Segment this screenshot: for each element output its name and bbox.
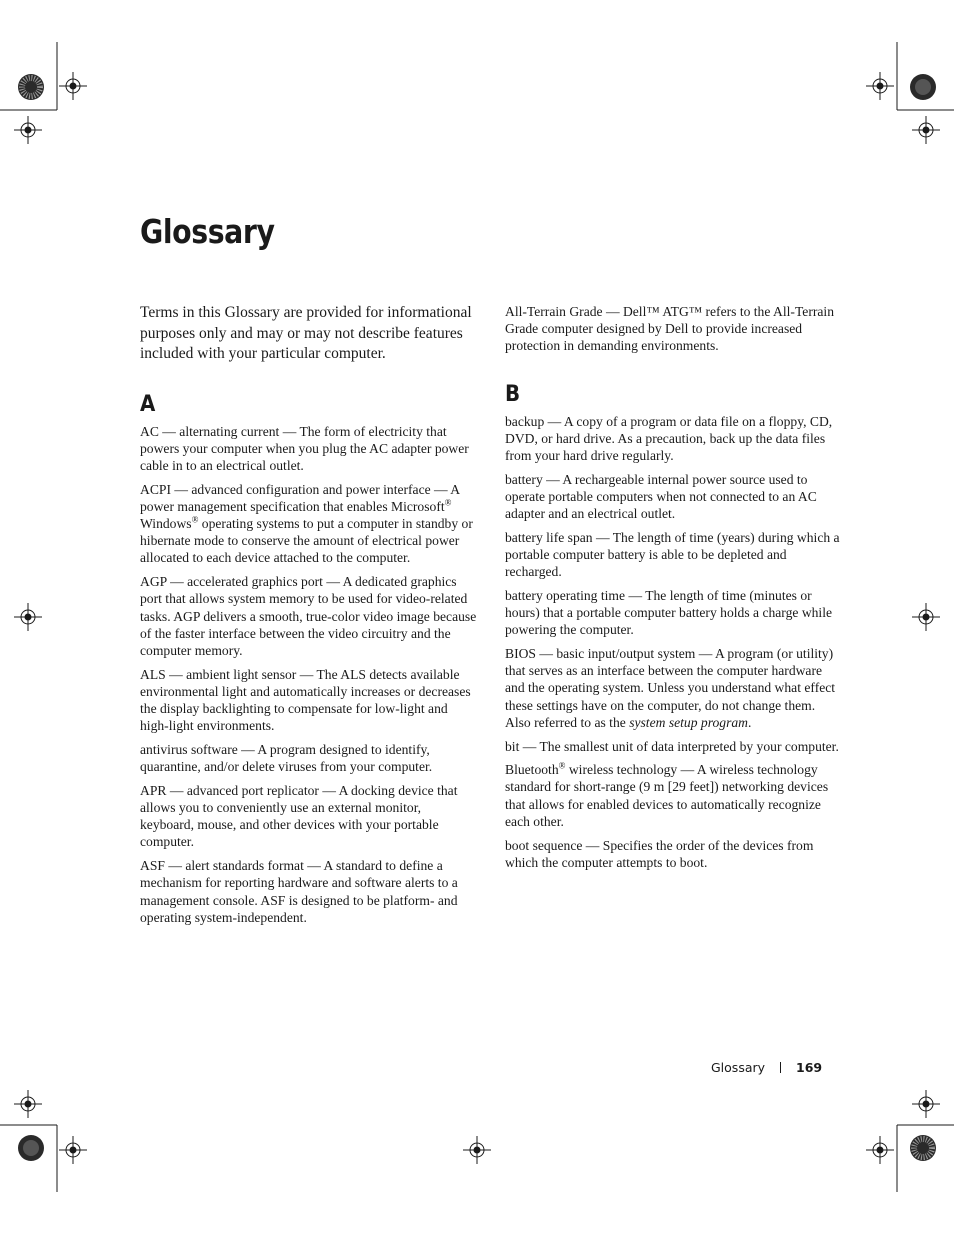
registered-mark: ®	[444, 497, 452, 508]
footer-divider	[780, 1062, 781, 1073]
entry-term-suffix: wireless technology	[565, 762, 678, 778]
left-column	[140, 303, 478, 932]
entry-definition: — Specifies the order of the devices from which the computer attempts to boot.	[505, 837, 814, 870]
entry-definition: — A program designed to identify, quarantine, and/or delete viruses from your computer.	[140, 741, 433, 775]
glossary-entry	[140, 573, 478, 659]
entry-definition: — alert standards format — A standard to define a mechanism for reporting hardware and software alerts to a management console. ASF is designed to be platform- and operating system-independent.	[140, 858, 458, 925]
entry-term: battery	[505, 471, 543, 487]
entry-term: APR	[140, 782, 167, 798]
entry-definition-tail: .	[748, 714, 752, 730]
entry-definition: — The length of time (minutes or hours) that a portable computer battery holds a charge while powering the computer.	[505, 587, 833, 638]
glossary-entry	[505, 471, 843, 523]
glossary-entry	[505, 587, 843, 639]
entry-term: boot sequence	[505, 837, 583, 853]
entry-definition: — Dell™ ATG™ refers to the All-Terrain Grade computer designed by Dell to provide increased protection in demanding environments.	[505, 304, 834, 354]
entry-term: ASF	[140, 858, 165, 874]
entry-term: battery operating time	[505, 587, 626, 603]
entry-italic: system setup program	[629, 714, 748, 730]
entry-definition: — advanced port replicator — A docking device that allows you to conveniently use an external monitor, keyboard, mouse, and other devices with your portable computer.	[140, 782, 458, 850]
entry-term: bit	[505, 738, 520, 754]
entry-definition: — advanced configuration and power interface — A power management specification that enables Microsoft	[140, 481, 460, 514]
footer-section-label: Glossary	[711, 1060, 766, 1075]
glossary-entry	[505, 413, 843, 465]
entry-term: All-Terrain Grade	[505, 304, 603, 319]
entry-definition: — A copy of a program or data file on a floppy, CD, DVD, or hard drive. As a precaution, back up the data files from your hard drive regularly.	[505, 413, 833, 464]
entry-definition: — A wireless technology standard for short-range (9 m [29 feet]) networking devices that allows for enabled devices to automatically recognize each other.	[505, 762, 829, 829]
page-number: 169	[796, 1060, 823, 1075]
glossary-entry	[140, 782, 478, 851]
glossary-entry	[140, 741, 478, 775]
registered-mark: ®	[191, 514, 199, 525]
entry-term: BIOS	[505, 646, 536, 662]
entry-term: AGP	[140, 574, 167, 590]
entry-definition-tail: operating systems to put a computer in standby or hibernate mode to conserve the amount of electrical power allocated to each device attached to the computer.	[140, 516, 473, 566]
glossary-entry	[505, 303, 843, 355]
glossary-entry	[505, 837, 843, 871]
section-heading-a: A	[140, 391, 156, 417]
entry-term: Bluetooth	[505, 762, 559, 778]
entry-term: battery life span	[505, 529, 593, 545]
entry-term: antivirus software	[140, 741, 238, 757]
right-column	[505, 303, 843, 877]
glossary-entry	[140, 423, 478, 475]
entry-term: AC —	[140, 423, 176, 439]
glossary-entry	[140, 666, 478, 735]
entry-definition: — ambient light sensor — The ALS detects available environmental light and automatically increases or decreases the display backlighting to compensate for low-light and high-light environments.	[140, 666, 471, 734]
entry-term: ACPI	[140, 481, 171, 497]
section-heading-b: B	[505, 381, 521, 407]
glossary-entry	[140, 481, 478, 567]
registered-mark: ®	[558, 760, 566, 771]
entry-definition: — A rechargeable internal power source used to operate portable computers when not connected to an AC adapter and an electrical outlet.	[505, 471, 817, 522]
entry-definition: — The length of time (years) during which a portable computer battery is able to be depleted and recharged.	[505, 529, 840, 580]
page-footer	[711, 1060, 822, 1075]
entry-definition: — The smallest unit of data interpreted by your computer.	[519, 738, 839, 754]
entry-definition: — accelerated graphics port — A dedicated graphics port that allows system memory to be used for video-related tasks. AGP delivers a smooth, true-color video image because of the faster interface between the video circuitry and the computer memory.	[140, 574, 477, 658]
entry-definition: — basic input/output system — A program (or utility) that serves as an interface between the computer hardware and the operating system. Unless you understand what effect these settings have on the computer, do not change them. Also referred to as the	[505, 646, 836, 730]
glossary-entry	[140, 857, 478, 926]
glossary-entry	[505, 529, 843, 581]
entry-term: ALS	[140, 666, 166, 682]
glossary-entry	[505, 761, 843, 830]
page-title: Glossary	[140, 212, 275, 251]
intro-paragraph: Terms in this Glossary are provided for informational purposes only and may or may not describe features included with your particular computer.	[140, 304, 472, 362]
glossary-entry	[505, 738, 843, 755]
entry-definition: alternating current — The form of electricity that powers your computer when you plug the AC adapter power cable in to an electrical outlet.	[140, 423, 469, 473]
glossary-entry	[505, 645, 843, 731]
entry-definition-mid: Windows	[140, 516, 192, 532]
entry-term: backup	[505, 413, 545, 429]
